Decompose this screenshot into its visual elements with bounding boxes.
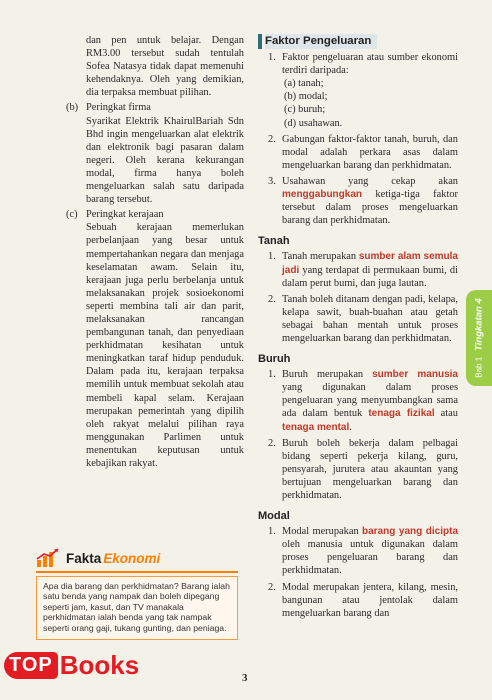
buruh-list xyxy=(258,368,458,502)
list-item xyxy=(266,175,458,227)
item-text-post: yang terdapat di permukaan bumi, di dalam perut bumi, dan juga lautan. xyxy=(282,264,458,289)
item-number: 3. xyxy=(268,175,276,187)
list-item: 2. Buruh boleh bekerja dalam pelbagai bidang seperti pekerja kilang, guru, pensyarah, jurutera atau akauntan yang bertujuan mengeluarkan barang dan perkhidmatan. xyxy=(268,437,458,501)
subsection-c-text: Sebuah kerajaan memerlukan perbelanjaan yang besar untuk mempertahankan negara dan menjaga keselamatan awam. Selain itu, kerajaan juga perlu berbelanja untuk melaksanakan projek sosioekonomi seperti membina tali air dan parit, melaksanakan rancangan pembangunan tanah, dan penyediaan perkhidmatan kesihatan untuk meningkatkan taraf hidup penduduk. Dalam pada itu, kerajaan terpaksa memilih untuk membuat sekolah atau membeli kapal selam. Kerajaan merupakan pemerintah yang dipilih oleh rakyat melalui pilihan raya menggunakan Parlimen untuk menentukan keputusan untuk kebajikan rakyat. xyxy=(86,222,244,469)
highlight-term: tenaga fizikal xyxy=(368,408,435,420)
subsection-c-label: (c) xyxy=(66,209,78,221)
list-item: 1. Buruh merupakan sumber manusia yang digunakan dalam proses pengeluaran yang menyumbangkan sama ada dalam bentuk tenaga fizikal atau tenaga mental. xyxy=(268,369,458,433)
subsection-b-label: (b) xyxy=(66,102,79,114)
fakta-text: Apa dia barang dan perkhidmatan? Barang ialah satu benda yang nampak dan boleh dipegang seperti jam, kasut, dan TV manakala perkhidmatan ialah benda yang tak nampak seperti orang gaji, tukang gunting, dan peniaga. xyxy=(36,576,238,640)
tanah-list xyxy=(258,250,458,345)
item-number: 1. xyxy=(268,52,276,64)
fakta-ekonomi-box xyxy=(36,547,238,640)
page-number: 3 xyxy=(242,672,248,684)
highlight-term: menggabungkan xyxy=(282,189,363,201)
list-item xyxy=(266,133,458,172)
section-title: Faktor Pengeluaran xyxy=(265,34,377,49)
sub-list-item: (c) buruh; xyxy=(284,104,326,116)
item-text-pre: Tanah merupakan xyxy=(282,251,359,263)
item-text-pre: Buruh merupakan xyxy=(282,369,373,381)
item-text-post: ketiga-tiga faktor tersebut dalam proses mengeluarkan barang dan perkhidmatan. xyxy=(282,189,458,227)
intro-paragraph: dan pen untuk belajar. Dengan RM3.00 tersebut sudah tentulah Sofea Natasya tidak dapat memenuhi kehendaknya. Oleh yang demikian, dia terpaksa membuat pilihan. xyxy=(86,35,244,99)
chapter-side-tab xyxy=(466,290,492,386)
fakta-title-a: Fakta xyxy=(66,550,102,566)
subsection-b-heading: Peringkat firma xyxy=(86,102,151,114)
item-text: Tanah boleh ditanam dengan padi, kelapa, kelapa sawit, buah-buahan atau getah sebagai bahan mentah untuk proses mengeluarkan barang dan perkhidmatan. xyxy=(282,293,458,344)
item-text: Buruh boleh bekerja dalam pelbagai bidang seperti pekerja kilang, guru, pensyarah, jurutera atau akauntan yang bertujuan mengeluarkan barang dan perkhidmatan. xyxy=(282,437,458,501)
item-text-mid: atau xyxy=(434,408,458,420)
right-column xyxy=(258,34,458,623)
highlight-term: sumber manusia xyxy=(372,369,458,381)
list-item: 2. Modal merupakan jentera, kilang, mesin, bangunan atau jentolak dalam mengeluarkan barang dan xyxy=(268,581,458,619)
side-tab-tingkatan: Tingkatan 4 xyxy=(473,298,485,351)
item-text-pre: Usahawan yang cekap akan xyxy=(282,175,458,187)
fakta-title-b: Ekonomi xyxy=(103,550,161,566)
faktor-list xyxy=(258,51,458,227)
logo-top: TOP xyxy=(4,652,58,679)
side-tab-bab: Bab 1 xyxy=(474,356,484,378)
fakta-rule xyxy=(36,571,238,573)
topbooks-logo xyxy=(4,646,139,684)
item-text xyxy=(282,175,458,227)
list-item: 1. Tanah merupakan sumber alam semula jadi yang terdapat di permukaan bumi, di dalam perut bumi, dan juga lautan. xyxy=(268,251,458,289)
highlight-term: barang yang dicipta xyxy=(362,526,459,538)
bar-chart-icon xyxy=(36,548,62,568)
modal-list xyxy=(258,525,458,620)
item-text: Faktor pengeluaran atau sumber ekonomi terdiri daripada: xyxy=(282,52,458,77)
subsection-b-text: Syarikat Elektrik KhairulBariah Sdn Bhd ingin mengeluarkan alat elektrik dan elektronik bagi pasaran dalam negeri. Oleh kerana kekurangan modal, firma hanya boleh mengeluarkan salah satu daripada barang tersebut. xyxy=(86,115,244,206)
list-item: 1. Modal merupakan barang yang dicipta oleh manusia untuk digunakan dalam proses pengeluaran barang dan perkhidmatan. xyxy=(268,526,459,577)
sub-list-item: (a) tanah; xyxy=(284,78,324,90)
modal-heading: Modal xyxy=(258,510,290,523)
item-text-mid: yang digunakan dalam proses pengeluaran yang menyumbangkan sama ada dalam bentuk xyxy=(282,382,458,420)
highlight-term: tenaga mental xyxy=(282,421,350,433)
left-column xyxy=(58,34,244,470)
section-heading xyxy=(258,34,458,49)
item-text-pre: Modal merupakan xyxy=(282,526,363,538)
item-text-post: oleh manusia untuk digunakan dalam proses pengeluaran barang dan perkhidmatan. xyxy=(282,539,458,577)
item-text: Gabungan faktor-faktor tanah, buruh, dan modal adalah perkara asas dalam mengeluarkan barang dan perkhidmatan. xyxy=(282,133,458,171)
subsection-c xyxy=(58,208,244,470)
sub-list-item: (d) usahawan. xyxy=(284,117,343,129)
logo-books: Books xyxy=(59,649,140,680)
tanah-heading: Tanah xyxy=(258,235,290,248)
sub-list-item: (b) modal; xyxy=(284,91,328,103)
item-text-end: . xyxy=(349,421,352,433)
buruh-heading: Buruh xyxy=(258,353,291,366)
sub-list xyxy=(282,77,458,129)
list-item xyxy=(266,51,458,130)
list-item: 2. Tanah boleh ditanam dengan padi, kelapa, kelapa sawit, buah-buahan atau getah sebagai bahan mentah untuk proses mengeluarkan barang dan perkhidmatan. xyxy=(268,293,458,344)
item-number: 2. xyxy=(268,133,276,145)
subsection-c-heading: Peringkat kerajaan xyxy=(86,209,164,221)
highlight-term: sumber alam semula jadi xyxy=(282,251,458,276)
subsection-b xyxy=(58,101,244,206)
item-text: Modal merupakan jentera, kilang, mesin, bangunan atau jentolak dalam mengeluarkan barang dan xyxy=(282,581,458,619)
fakta-title xyxy=(66,551,160,566)
